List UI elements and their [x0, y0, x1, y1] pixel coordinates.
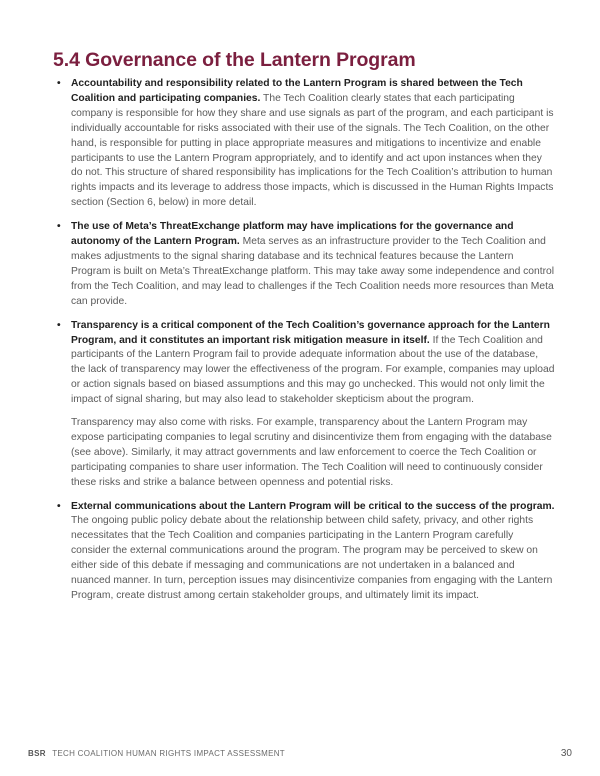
bullet-external-communications [55, 500, 555, 604]
bullet-lead: External communications about the Lantern Program will be critical to the success of the program. [71, 500, 555, 512]
bullet-threatexchange [55, 220, 555, 309]
bullet-icon: • [57, 319, 61, 331]
bullet-icon: • [57, 500, 61, 512]
bullet-body: The Tech Coalition clearly states that each participating company is responsible for how they share and use signals as part of the program, and each participant is individually accountable for risks associated with their use of the signals. The Tech Coalition, on the other hand, is responsible for putting in place appropriate measures and mitigations to incentivize and enable participants to use the Lantern Program appropriately, and to identify and act upon instances when they do not. This structure of shared responsibility has implications for the Tech Coalition’s attribution to human rights impacts and its leverage to address those impacts, which is discussed in the Human Rights Impacts section (Section 6, below) in more detail. [71, 92, 554, 209]
bullet-transparency [55, 319, 555, 491]
bullet-list [55, 77, 555, 613]
bullet-body: If the Tech Coalition and participants of the Lantern Program fail to provide adequate information about the use of the database, the lack of transparency may lower the effectiveness of the program. For example, companies may upload or action signals based on biased assumptions and this may go unchecked. This would not only limit the impact of signal sharing, but may also lead to stakeholder skepticism about the program. [71, 334, 555, 406]
bullet-body: Meta serves as an infrastructure provider to the Tech Coalition and makes adjustments to the signal sharing database and its technical features because the Lantern Program is built on Meta’s ThreatExchange platform. This may take away some independence and control from the Tech Coalition, and may lead to challenges if the Tech Coalition needs more resources than Meta can provide. [71, 236, 555, 307]
bullet-body: The ongoing public policy debate about the relationship between child safety, privacy, and other rights necessitates that the Tech Coalition and companies participating in the Lantern Program carefully consider the external communications around the program. The program may be perceived to skew on either side of this debate if messaging and communications are not undertaken in a balanced and nuanced manner. In turn, perception issues may disincentivize companies from engaging with the Lantern Program, create distrust among certain stakeholder groups, and ultimately limit its impact. [71, 515, 553, 601]
section-heading: 5.4 Governance of the Lantern Program [53, 49, 416, 71]
page-footer [28, 748, 572, 759]
report-title: TECH COALITION HUMAN RIGHTS IMPACT ASSESSMENT [52, 749, 285, 758]
bullet-icon: • [57, 78, 61, 89]
bullet-icon: • [57, 221, 61, 233]
bullet-accountability [55, 77, 555, 211]
footer-left [28, 749, 285, 758]
bullet-lead: The use of Meta’s ThreatExchange platform may have implications for the governance and autonomy of the Lantern Program. [71, 221, 514, 248]
bullet-lead: Accountability and responsibility related to the Lantern Program is shared between the Tech Coalition and participating companies. [71, 78, 523, 104]
bullet-sub-paragraph: Transparency may also come with risks. For example, transparency about the Lantern Program may expose participating companies to legal scrutiny and disincentivize them from engaging with the database (see above). Similarly, it may attract governments and law enforcement to coerce the Tech Coalition or participating companies to share user information. The Tech Coalition will need to continuously consider these risks and strike a balance between openness and potential risks. [71, 417, 552, 488]
page-number: 30 [560, 748, 572, 759]
bullet-lead: Transparency is a critical component of the Tech Coalition’s governance approach for the Lantern Program, and it constitutes an important risk mitigation measure in itself. [71, 319, 550, 346]
brand-logo: BSR [28, 749, 46, 758]
